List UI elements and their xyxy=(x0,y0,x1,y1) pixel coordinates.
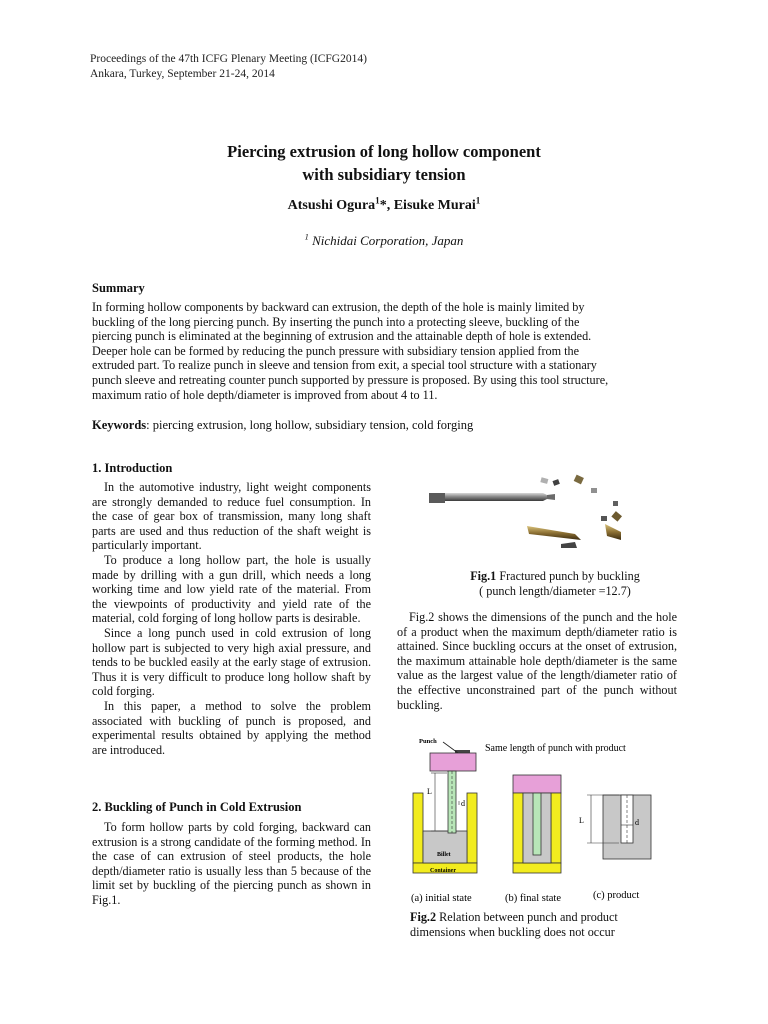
affiliation xyxy=(0,233,768,249)
summary-body xyxy=(92,300,678,402)
author-1-affil: 1 xyxy=(375,195,380,206)
intro-paragraph: In this paper, a method to solve the problem associated with buckling of punch is proposed, and experimental results obtained by applying the method are introduced. xyxy=(92,698,371,757)
section-2-paragraph: To form hollow parts by cold forging, backward can extrusion is a strong candidate of the forming method. In the case of can extrusion of steel products, the hole depth/diameter ratio is usually less than 5 because of the limit set by buckling of the piercing punch as shown in Fig.1. xyxy=(92,820,371,907)
fig2-caption-line-2: dimensions when buckling does not occur xyxy=(410,924,615,939)
header-line-2: Ankara, Turkey, September 21-24, 2014 xyxy=(90,68,275,80)
fig2-label: Fig.2 xyxy=(410,910,437,924)
author-2-affil: 1 xyxy=(475,195,481,206)
container-label: Container xyxy=(430,868,456,874)
label-final-state: (b) final state xyxy=(505,893,561,904)
summary-line: In forming hollow components by backward can extrusion, the depth of the hole is mainly limited by xyxy=(92,300,585,314)
label-product: (c) product xyxy=(593,890,640,901)
summary-heading: Summary xyxy=(92,281,145,295)
summary-line: piercing punch is eliminated at the beginning of extrusion and the attainable depth of hole is extended. xyxy=(92,329,592,344)
container-wall-left xyxy=(413,793,423,863)
proceedings-header xyxy=(90,52,367,82)
affiliation-text: Nichidai Corporation, Japan xyxy=(308,233,464,248)
summary-line: punch sleeve and retreating counter punch supported by pressure is proposed. By using this tool structure, xyxy=(92,372,609,387)
fig1-caption-line-2: ( punch length/diameter =12.7) xyxy=(479,583,631,598)
intro-body xyxy=(92,480,371,757)
keywords-label: Keywords xyxy=(92,418,147,432)
fig1-caption xyxy=(405,569,705,598)
billet xyxy=(423,831,467,863)
dim-L-c: L xyxy=(579,816,584,825)
container-wall-right xyxy=(467,793,477,863)
fig1-caption-text: Fractured punch by buckling xyxy=(496,569,640,583)
punch-shaft-b xyxy=(533,793,541,855)
intro-paragraph: In the automotive industry, light weight components are strongly demanded to reduce fuel consumption. In the case of gear box of transmission, many long shaft parts are used and thus reduction of the shaft weight is particularly important. xyxy=(92,480,371,553)
fig2-caption-text: Relation between punch and product xyxy=(436,910,618,924)
keywords xyxy=(92,418,678,433)
die-right-b xyxy=(551,793,561,863)
section-2-heading: 2. Buckling of Punch in Cold Extrusion xyxy=(92,800,302,814)
die-left-b xyxy=(513,793,523,863)
intro-heading: 1. Introduction xyxy=(92,461,173,475)
author-2: Eisuke Murai xyxy=(393,198,476,213)
fractured-punch-photo xyxy=(425,468,653,560)
punch-head-b xyxy=(513,775,561,793)
intro-paragraph: Since a long punch used in cold extrusion of long hollow part is subjected to very high axial pressure, and tends to be buckled easily at the early stage of extrusion. Thus it is very difficult to produce long hollow shaft by cold forging. xyxy=(92,625,371,699)
right-paragraph: Fig.2 shows the dimensions of the punch and the hole of a product when the maximum depth/diameter ratio is attained. Since buckling occurs at the onset of extrusion, the maximum attainable hole depth/diameter is the same value as the largest value of the length/diameter ratio of the effective unconstrained part of the punch without buckling. xyxy=(397,610,677,712)
author-1-star: *, xyxy=(379,198,394,213)
summary-line: extruded part. To realize punch in sleeve and tension from exit, a special tool structure with a stationary xyxy=(92,358,597,373)
summary-line: Deeper hole can be formed by reducing the punch pressure with subsidiary tension applied from the xyxy=(92,343,580,358)
dim-d-a: d xyxy=(461,799,465,808)
fig2-diagram xyxy=(405,733,705,911)
punch-head xyxy=(430,753,476,771)
fig1-label: Fig.1 xyxy=(470,569,497,583)
paper-title xyxy=(0,140,768,186)
affiliation-sup: 1 xyxy=(304,231,309,242)
title-line-1: Piercing extrusion of long hollow component xyxy=(227,142,541,161)
same-length-note: Same length of punch with product xyxy=(485,743,626,754)
dim-L-a: L xyxy=(427,787,432,796)
title-line-2: with subsidiary tension xyxy=(302,165,466,184)
section-2-body xyxy=(92,820,371,908)
fig2-caption xyxy=(410,910,690,939)
author-1: Atsushi Ogura xyxy=(287,198,376,213)
summary-line: maximum ratio of hole depth/diameter is improved from about 4 to 11. xyxy=(92,387,438,402)
keywords-text: : piercing extrusion, long hollow, subsidiary tension, cold forging xyxy=(146,418,474,432)
intro-paragraph: To produce a long hollow part, the hole is usually made by drilling with a gun drill, which needs a long working time and low yield rate of the material. From the viewpoints of productivity and yield rate of the material, cold forging of long hollow parts is desirable. xyxy=(92,552,371,626)
punch-label: Punch xyxy=(419,738,437,745)
label-initial-state: (a) initial state xyxy=(411,893,472,904)
summary-line: buckling of the long piercing punch. By inserting the punch into a protecting sleeve, buckling of the xyxy=(92,314,580,329)
header-line-1: Proceedings of the 47th ICFG Plenary Meeting (ICFG2014) xyxy=(90,53,367,65)
billet-label: Billet xyxy=(437,852,451,858)
dim-d-c: d xyxy=(635,818,639,827)
die-base-b xyxy=(513,863,561,873)
authors xyxy=(0,195,768,214)
fig2-intro-paragraph xyxy=(397,610,677,712)
